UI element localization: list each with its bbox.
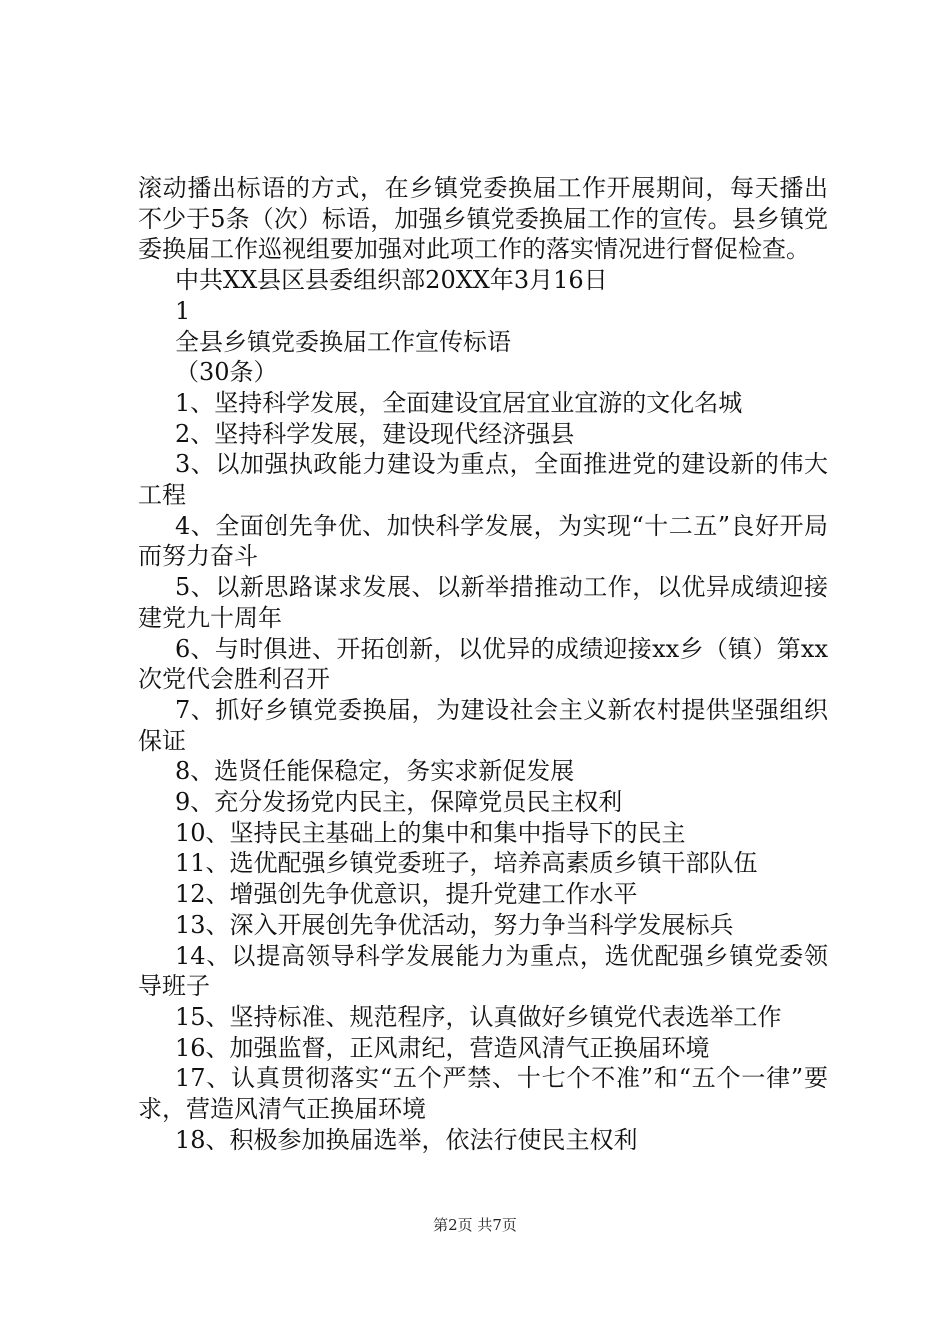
slogan-item: 11、选优配强乡镇党委班子，培养高素质乡镇干部队伍	[175, 849, 758, 878]
slogan-item: 16、加强监督，正风肃纪，营造风清气正换届环境	[175, 1033, 710, 1062]
paragraph-number: 1	[175, 296, 191, 325]
slogan-item: 6、与时俱进、开拓创新，以优异的成绩迎接xx乡（镇）第xx次党代会胜利召开	[138, 634, 828, 694]
document-body	[138, 173, 828, 1156]
slogan-item: 14、以提高领导科学发展能力为重点，选优配强乡镇党委领导班子	[138, 941, 828, 1001]
slogan-item: 13、深入开展创先争优活动，努力争当科学发展标兵	[175, 910, 734, 939]
slogan-item: 7、抓好乡镇党委换届，为建设社会主义新农村提供坚强组织保证	[138, 695, 828, 755]
slogan-item: 12、增强创先争优意识，提升党建工作水平	[175, 880, 638, 909]
slogan-item: 17、认真贯彻落实“五个严禁、十七个不准”和“五个一律”要求，营造风清气正换届环境	[138, 1064, 828, 1124]
section-subtitle: （30条）	[175, 358, 278, 387]
page-number-label: 第2页 共7页	[433, 1216, 517, 1234]
slogan-item: 9、充分发扬党内民主，保障党员民主权利	[175, 788, 623, 817]
paragraph-continuation: 滚动播出标语的方式，在乡镇党委换届工作开展期间，每天播出不少于5条（次）标语，加强乡镇党委换届工作的宣传。县乡镇党委换届工作巡视组要加强对此项工作的落实情况进行督促检查。	[138, 174, 828, 264]
slogan-item: 8、选贤任能保稳定，务实求新促发展	[175, 757, 575, 786]
page-footer	[0, 1214, 950, 1235]
slogan-item: 18、积极参加换届选举，依法行使民主权利	[175, 1125, 638, 1154]
section-title: 全县乡镇党委换届工作宣传标语	[175, 327, 511, 356]
slogan-item: 10、坚持民主基础上的集中和集中指导下的民主	[175, 818, 686, 847]
slogan-item: 1、坚持科学发展，全面建设宜居宜业宜游的文化名城	[175, 388, 743, 417]
slogan-item: 2、坚持科学发展，建设现代经济强县	[175, 419, 575, 448]
slogan-item: 4、全面创先争优、加快科学发展，为实现“十二五”良好开局而努力奋斗	[138, 511, 828, 571]
slogan-item: 3、以加强执政能力建设为重点，全面推进党的建设新的伟大工程	[138, 450, 828, 510]
slogan-item: 15、坚持标准、规范程序，认真做好乡镇党代表选举工作	[175, 1002, 782, 1031]
slogan-item: 5、以新思路谋求发展、以新举措推动工作，以优异成绩迎接建党九十周年	[138, 573, 828, 632]
paragraph-signature-date: 中共XX县区县委组织部20XX年3月16日	[175, 266, 608, 295]
